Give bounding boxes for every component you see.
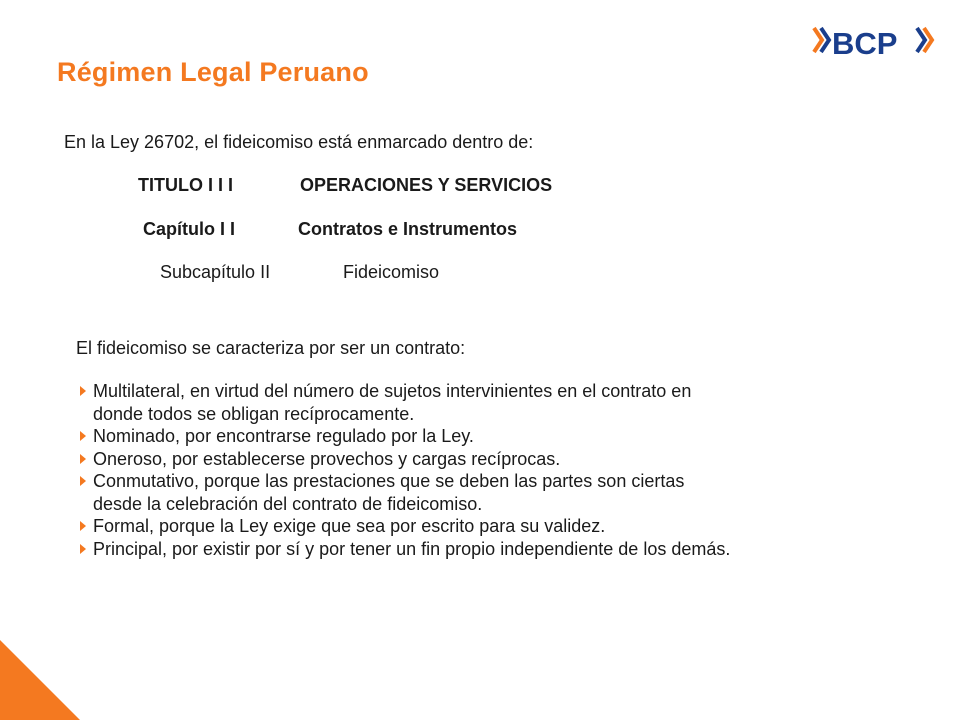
triangle-right-icon [80,431,86,441]
triangle-right-icon [80,386,86,396]
capitulo-name: Contratos e Instrumentos [298,219,518,239]
list-item-line: Oneroso, por establecerse provechos y cargas recíprocas. [93,448,561,469]
list-item-line: Conmutativo, porque las prestaciones que se deben las partes son ciertas [93,471,685,491]
titulo-number: TITULO I I I [138,175,233,195]
subcapitulo-name: Fideicomiso [343,262,440,282]
corner-decoration [0,640,80,720]
logo-text: BCP [832,26,898,61]
characteristics-intro: El fideicomiso se caracteriza por ser un contrato: [76,338,466,358]
list-item-line: Nominado, por encontrarse regulado por la Ley. [93,426,474,446]
capitulo-number: Capítulo I I [143,219,235,239]
characteristics-list [79,380,939,560]
list-item [79,470,939,515]
page-title: Régimen Legal Peruano [57,57,369,87]
law-intro: En la Ley 26702, el fideicomiso está enmarcado dentro de: [64,132,534,152]
triangle-right-icon [80,544,86,554]
titulo-name: OPERACIONES Y SERVICIOS [300,175,553,195]
triangle-right-icon [80,521,86,531]
triangle-right-icon [80,476,86,486]
list-item-line: desde la celebración del contrato de fideicomiso. [93,493,483,514]
bcp-logo [810,18,940,62]
list-item-line: Formal, porque la Ley exige que sea por escrito para su validez. [93,516,606,536]
list-item [79,448,939,471]
list-item-line: Multilateral, en virtud del número de sujetos intervinientes en el contrato en [93,381,692,401]
list-item [79,515,939,538]
list-item-line: Principal, por existir por sí y por tener un fin propio independiente de los demás. [93,538,731,559]
list-item-line: donde todos se obligan recíprocamente. [93,403,415,424]
list-item [79,538,939,561]
list-item [79,380,939,425]
triangle-right-icon [80,454,86,464]
subcapitulo-number: Subcapítulo II [160,262,271,282]
list-item [79,425,939,448]
